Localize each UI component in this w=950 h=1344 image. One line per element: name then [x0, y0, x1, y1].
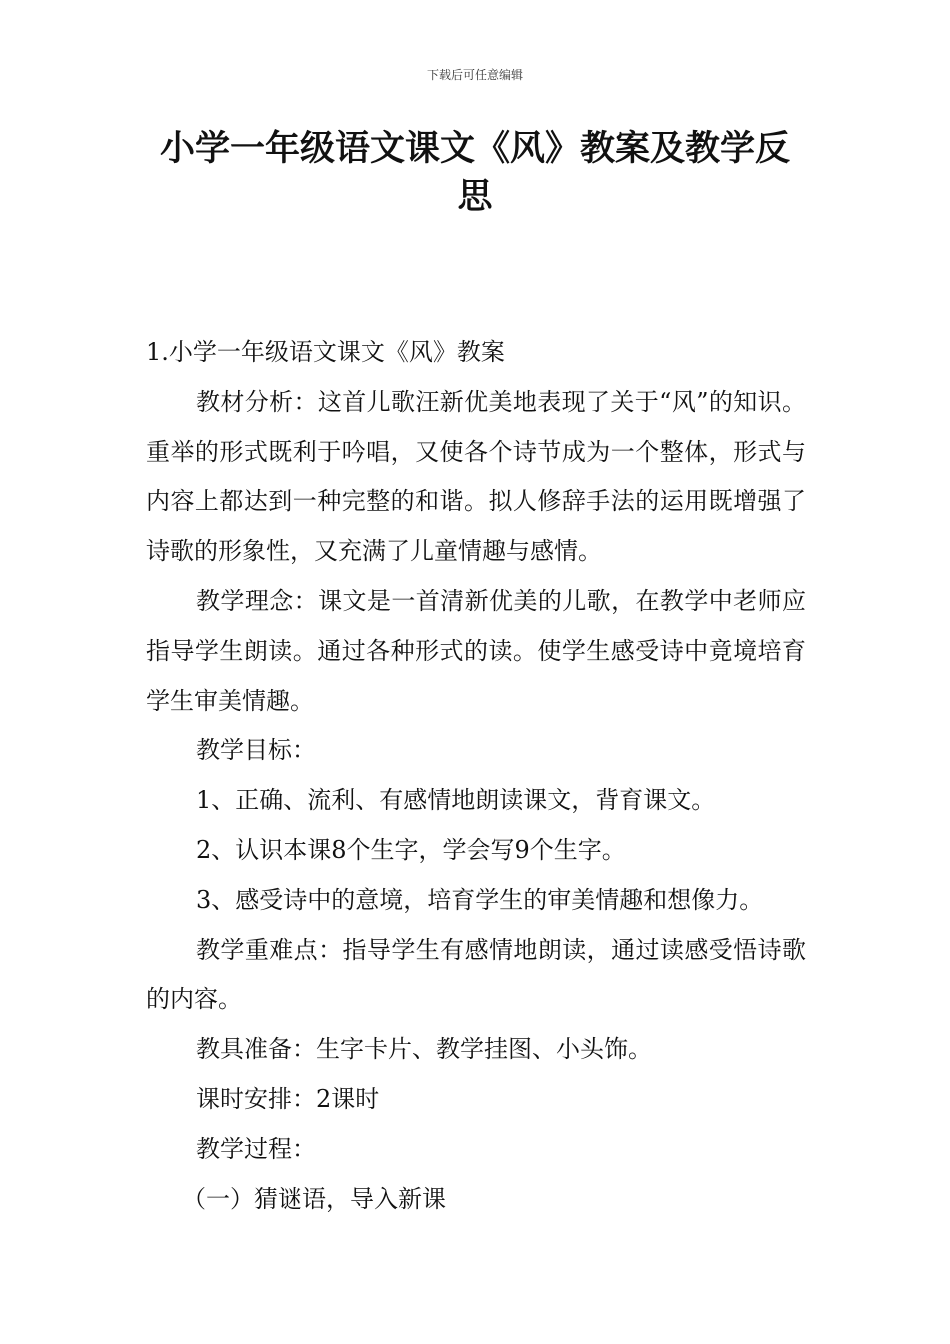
document-body — [146, 328, 806, 1224]
paragraph-goal-2: 2、认识本课8个生字，学会写9个生字。 — [196, 835, 626, 864]
section-heading: 1.小学一年级语文课文《风》教案 — [146, 338, 505, 366]
paragraph-teaching-goals-label: 教学目标： — [196, 736, 316, 765]
paragraph-material-analysis: 教材分析：这首儿歌汪新优美地表现了关于“风”的知识。重举的形式既利于吟唱，又使各个诗节成为一个整体，形式与内容上都达到一种完整的和谐。拟人修辞手法的运用既增强了诗歌的形象性，又充满了儿童情趣与感情。 — [146, 387, 806, 566]
paragraph-goal-3: 3、感受诗中的意境，培育学生的审美情趣和想像力。 — [196, 885, 764, 914]
paragraph-teaching-concept: 教学理念：课文是一首清新优美的儿歌，在教学中老师应指导学生朗读。通过各种形式的读。使学生感受诗中竟境培育学生审美情趣。 — [146, 586, 806, 715]
paragraph-step-1: （一）猜谜语，导入新课 — [182, 1184, 446, 1213]
document-title: 小学一年级语文课文《风》教案及教学反思 — [159, 129, 790, 217]
paragraph-goal-1: 1、正确、流利、有感情地朗读课文，背育课文。 — [196, 786, 716, 815]
paragraph-class-hours: 课时安排：2课时 — [196, 1084, 380, 1113]
paragraph-key-difficulties: 教学重难点：指导学生有感情地朗读，通过读感受悟诗歌的内容。 — [146, 935, 806, 1014]
paragraph-teaching-aids: 教具准备：生字卡片、教学挂图、小头饰。 — [196, 1035, 652, 1064]
paragraph-teaching-process: 教学过程： — [196, 1134, 316, 1163]
header-note: 下载后可任意编辑 — [426, 68, 523, 82]
